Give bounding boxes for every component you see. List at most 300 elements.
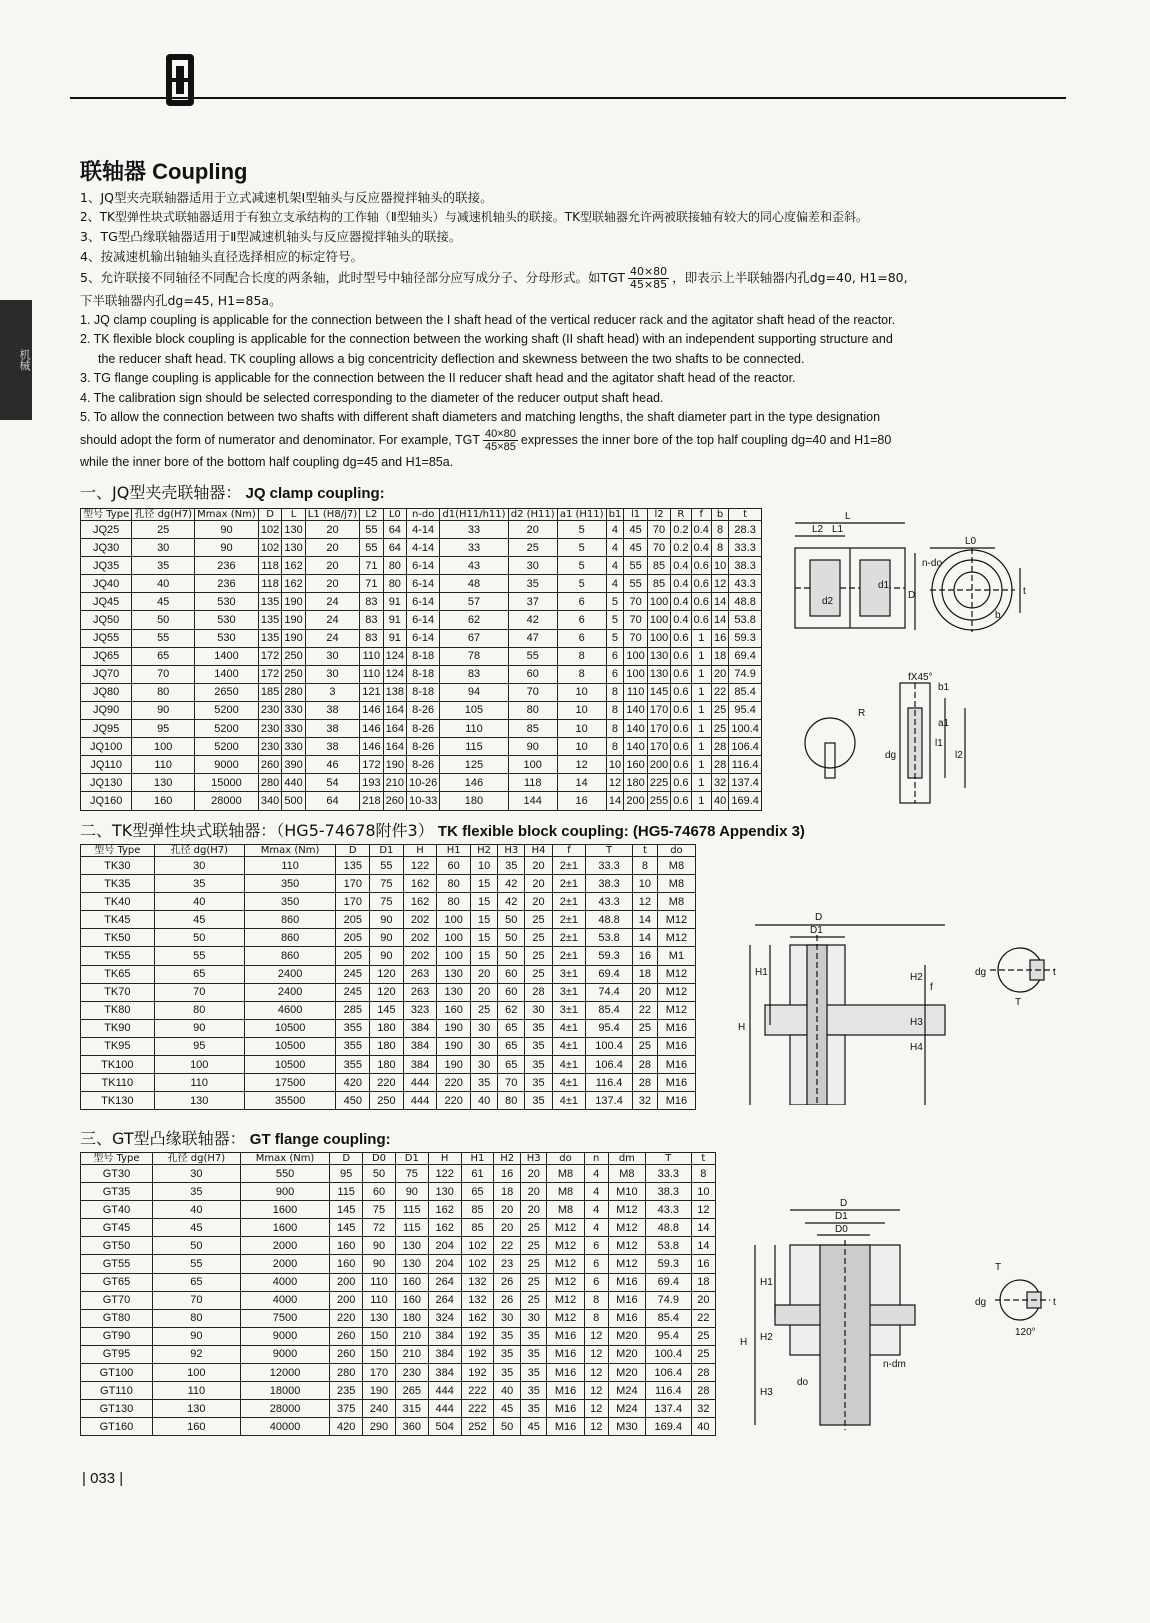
- tk-cell: 20: [471, 983, 498, 1001]
- tk-cell: 40: [154, 893, 244, 911]
- tk-cell: TK95: [81, 1037, 155, 1055]
- title-cn: 联轴器: [80, 160, 147, 185]
- jq-cell: 33: [440, 539, 508, 557]
- gt-cell: 115: [330, 1183, 363, 1201]
- jq-cell: 14: [557, 774, 606, 792]
- jq-cell: 94: [440, 683, 508, 701]
- jq-cell: 146: [440, 774, 508, 792]
- gt-cell: 190: [363, 1382, 396, 1400]
- jq-dim-b: b: [995, 610, 1001, 621]
- tk-cell: 38.3: [586, 875, 633, 893]
- book-logo-icon: [160, 50, 200, 110]
- jq-cell: 48: [440, 575, 508, 593]
- tk-table-row: [81, 875, 696, 893]
- jq-dim-d2: d2: [822, 596, 834, 607]
- gt-cell: M20: [608, 1345, 645, 1363]
- jq-dim-R: R: [858, 708, 866, 719]
- jq-cell: 190: [383, 756, 406, 774]
- gt-cell: 28: [691, 1364, 715, 1382]
- jq-cell: 118: [258, 575, 281, 593]
- note-en-2-cont: the reducer shaft head. TK coupling allows a big concentricity deflection and skewness between the two shafts to be connected.: [98, 351, 805, 366]
- gt-coupling-diagram: [735, 1195, 1075, 1435]
- jq-cell: 8-26: [407, 756, 440, 774]
- tk-cell: 17500: [244, 1074, 336, 1092]
- gt-dim-H2: H2: [760, 1332, 773, 1343]
- tk-dim-T: T: [1015, 997, 1022, 1008]
- jq-cell: 170: [647, 720, 670, 738]
- gt-cell: 90: [395, 1183, 428, 1201]
- jq-cell: 0.4: [671, 593, 691, 611]
- gt-cell: 59.3: [645, 1255, 691, 1273]
- jq-cell: 20: [305, 539, 359, 557]
- jq-spec-table: [80, 508, 762, 811]
- jq-cell: 5: [557, 557, 606, 575]
- jq-table-row: [81, 683, 762, 701]
- gt-cell: 115: [395, 1201, 428, 1219]
- gt-col-header: dm: [608, 1153, 645, 1165]
- tk-cell: 350: [244, 875, 336, 893]
- jq-dim-dg: dg: [885, 750, 897, 761]
- tk-dim-H3: H3: [910, 1017, 923, 1028]
- tk-cell: 35: [525, 1019, 552, 1037]
- tk-dim-H2: H2: [910, 972, 923, 983]
- jq-cell: 0.6: [671, 756, 691, 774]
- tk-cell: 28: [633, 1056, 658, 1074]
- tk-cell: 860: [244, 947, 336, 965]
- jq-cell: 0.6: [691, 593, 711, 611]
- jq-cell: 0.4: [671, 557, 691, 575]
- tk-dim-H1: H1: [755, 967, 768, 978]
- jq-cell: 124: [383, 665, 406, 683]
- jq-cell: 35: [132, 557, 195, 575]
- jq-cell: 0.6: [671, 683, 691, 701]
- gt-col-header: H3: [520, 1153, 547, 1165]
- jq-cell: 90: [132, 701, 195, 719]
- gt-cell: M16: [547, 1400, 584, 1418]
- gt-cell: 35: [520, 1345, 547, 1363]
- jq-cell: 40: [711, 792, 728, 810]
- tk-cell: 860: [244, 929, 336, 947]
- tk-cell: 70: [154, 983, 244, 1001]
- jq-dim-a1: a1: [938, 718, 950, 729]
- jq-cell: 28.3: [729, 521, 762, 539]
- gt-cell: 50: [494, 1418, 521, 1436]
- tk-cell: 65: [498, 1019, 525, 1037]
- jq-cell: 70: [508, 683, 557, 701]
- jq-cell: 10: [557, 738, 606, 756]
- jq-cell: 65: [132, 647, 195, 665]
- jq-cell: 62: [440, 611, 508, 629]
- side-tab-label: 机械: [18, 349, 30, 371]
- tk-cell: 444: [403, 1092, 437, 1110]
- gt-cell: 4000: [240, 1291, 329, 1309]
- tk-cell: 59.3: [586, 947, 633, 965]
- jq-cell: 22: [711, 683, 728, 701]
- gt-dim-T: T: [995, 1262, 1002, 1273]
- jq-cell: 35: [508, 575, 557, 593]
- gt-cell: 200: [330, 1291, 363, 1309]
- jq-cell: 71: [360, 575, 383, 593]
- jq-cell: 60: [508, 665, 557, 683]
- jq-cell: JQ110: [81, 756, 132, 774]
- jq-cell: 1400: [195, 665, 259, 683]
- jq-cell: 15000: [195, 774, 259, 792]
- tk-table-row: [81, 1037, 696, 1055]
- jq-cell: 90: [195, 521, 259, 539]
- tk-cell: TK100: [81, 1056, 155, 1074]
- jq-dim-L: L: [845, 511, 851, 522]
- gt-cell: 384: [428, 1364, 461, 1382]
- tk-cell: 100: [437, 911, 471, 929]
- tk-cell: 80: [437, 875, 471, 893]
- gt-cell: 22: [691, 1309, 715, 1327]
- jq-cell: 25: [711, 701, 728, 719]
- jq-cell: 30: [508, 557, 557, 575]
- gt-cell: 61: [461, 1165, 494, 1183]
- gt-table-row: [81, 1364, 716, 1382]
- gt-col-header: T: [645, 1153, 691, 1165]
- jq-cell: 45: [132, 593, 195, 611]
- jq-cell: 6: [557, 611, 606, 629]
- tk-cell: 170: [336, 875, 370, 893]
- jq-col-header: 孔径 dg(H7): [132, 509, 195, 521]
- tk-table-row: [81, 911, 696, 929]
- jq-cell: 85.4: [729, 683, 762, 701]
- gt-cell: M12: [547, 1309, 584, 1327]
- gt-cell: 12: [584, 1418, 608, 1436]
- fraction-denominator: 45×85: [629, 278, 668, 291]
- gt-cell: 290: [363, 1418, 396, 1436]
- tk-cell: 45: [154, 911, 244, 929]
- tk-cell: 110: [154, 1074, 244, 1092]
- jq-cell: 25: [508, 539, 557, 557]
- gt-cell: 28000: [240, 1400, 329, 1418]
- jq-cell: 162: [282, 575, 305, 593]
- jq-table-row: [81, 557, 762, 575]
- jq-cell: 100: [508, 756, 557, 774]
- tk-table-row: [81, 1074, 696, 1092]
- gt-table-row: [81, 1219, 716, 1237]
- gt-cell: 12: [584, 1327, 608, 1345]
- jq-cell: 55: [508, 647, 557, 665]
- gt-cell: 25: [520, 1237, 547, 1255]
- gt-cell: GT30: [81, 1165, 153, 1183]
- tk-cell: 355: [336, 1056, 370, 1074]
- tk-cell: 15: [471, 911, 498, 929]
- jq-cell: 172: [258, 647, 281, 665]
- gt-cell: 75: [395, 1165, 428, 1183]
- gt-cell: 25: [520, 1273, 547, 1291]
- tk-cell: 10500: [244, 1037, 336, 1055]
- jq-col-header: L0: [383, 509, 406, 521]
- tk-cell: M16: [657, 1092, 695, 1110]
- gt-cell: M12: [608, 1237, 645, 1255]
- tk-cell: 42: [498, 893, 525, 911]
- jq-col-header: a1 (H11): [557, 509, 606, 521]
- section-tk-cn: 二、TK型弹性块式联轴器：（HG5-74678附件3）: [80, 821, 434, 840]
- tk-cell: 2±1: [552, 929, 586, 947]
- jq-cell: 180: [624, 774, 647, 792]
- tk-cell: 100: [437, 947, 471, 965]
- jq-table-row: [81, 575, 762, 593]
- tk-cell: 33.3: [586, 857, 633, 875]
- gt-cell: 35: [520, 1400, 547, 1418]
- jq-dim-L2: L2: [812, 524, 824, 535]
- jq-cell: 20: [305, 521, 359, 539]
- tk-cell: TK45: [81, 911, 155, 929]
- jq-cell: 24: [305, 629, 359, 647]
- gt-cell: 23: [494, 1255, 521, 1273]
- jq-cell: 280: [282, 683, 305, 701]
- gt-cell: 160: [395, 1291, 428, 1309]
- tk-cell: 18: [633, 965, 658, 983]
- gt-cell: 40: [691, 1418, 715, 1436]
- tk-cell: 60: [498, 965, 525, 983]
- jq-table-row: [81, 665, 762, 683]
- tk-dim-t: t: [1053, 967, 1056, 978]
- gt-cell: 25: [520, 1291, 547, 1309]
- gt-cell: M10: [608, 1183, 645, 1201]
- tk-cell: M12: [657, 911, 695, 929]
- tk-cell: 444: [403, 1074, 437, 1092]
- gt-dim-H1: H1: [760, 1277, 773, 1288]
- jq-cell: JQ65: [81, 647, 132, 665]
- tk-cell: M12: [657, 1001, 695, 1019]
- gt-cell: 360: [395, 1418, 428, 1436]
- gt-cell: 145: [330, 1201, 363, 1219]
- tk-cell: 50: [498, 911, 525, 929]
- jq-cell: 230: [258, 738, 281, 756]
- jq-cell: 6-14: [407, 629, 440, 647]
- gt-cell: 18: [494, 1183, 521, 1201]
- gt-cell: 375: [330, 1400, 363, 1418]
- tk-cell: TK40: [81, 893, 155, 911]
- gt-col-header: H2: [494, 1153, 521, 1165]
- jq-cell: 70: [132, 665, 195, 683]
- gt-cell: M20: [608, 1364, 645, 1382]
- gt-cell: 222: [461, 1400, 494, 1418]
- jq-cell: 260: [383, 792, 406, 810]
- tk-cell: 8: [633, 857, 658, 875]
- jq-dim-l1: l1: [935, 738, 943, 749]
- tk-cell: TK130: [81, 1092, 155, 1110]
- gt-cell: 160: [152, 1418, 240, 1436]
- gt-cell: 110: [363, 1291, 396, 1309]
- gt-cell: 16: [691, 1255, 715, 1273]
- jq-cell: 130: [132, 774, 195, 792]
- tk-cell: M12: [657, 983, 695, 1001]
- jq-cell: 8: [557, 665, 606, 683]
- tk-cell: M16: [657, 1019, 695, 1037]
- jq-table-row: [81, 756, 762, 774]
- tk-cell: TK50: [81, 929, 155, 947]
- gt-cell: 25: [691, 1345, 715, 1363]
- gt-cell: 35: [152, 1183, 240, 1201]
- tk-dim-dg: dg: [975, 967, 987, 978]
- tk-cell: 30: [525, 1001, 552, 1019]
- jq-cell: 130: [647, 665, 670, 683]
- tk-cell: 4±1: [552, 1037, 586, 1055]
- jq-cell: 24: [305, 593, 359, 611]
- gt-cell: 85: [461, 1201, 494, 1219]
- gt-cell: 4: [584, 1201, 608, 1219]
- note-en-5: 5. To allow the connection between two shafts with different shaft diameters and matching lengths, the shaft diameter part in the type designation: [80, 410, 881, 424]
- tk-cell: 20: [633, 983, 658, 1001]
- tk-cell: 245: [336, 983, 370, 1001]
- gt-table-row: [81, 1183, 716, 1201]
- jq-cell: 110: [440, 720, 508, 738]
- tk-dim-D: D: [815, 912, 823, 923]
- tk-cell: 205: [336, 911, 370, 929]
- fraction-numerator: 40×80: [629, 265, 668, 278]
- gt-cell: M16: [608, 1273, 645, 1291]
- jq-cell: 16: [557, 792, 606, 810]
- jq-cell: 125: [440, 756, 508, 774]
- note-cn-1: 1、JQ型夹壳联轴器适用于立式减速机架Ⅰ型轴头与反应器搅拌轴头的联接。: [80, 190, 493, 205]
- jq-cell: 110: [624, 683, 647, 701]
- tk-cell: 202: [403, 929, 437, 947]
- gt-cell: 1600: [240, 1219, 329, 1237]
- gt-cell: M20: [608, 1327, 645, 1345]
- jq-table-row: [81, 738, 762, 756]
- jq-cell: 250: [282, 665, 305, 683]
- tk-cell: 70: [498, 1074, 525, 1092]
- tk-cell: 350: [244, 893, 336, 911]
- jq-cell: 10: [557, 701, 606, 719]
- gt-cell: 20: [494, 1201, 521, 1219]
- gt-cell: 16: [494, 1165, 521, 1183]
- header-rule: [70, 97, 1066, 99]
- jq-cell: 5: [606, 629, 624, 647]
- jq-cell: 500: [282, 792, 305, 810]
- gt-cell: 65: [461, 1183, 494, 1201]
- section-title-gt: [80, 1126, 391, 1149]
- jq-cell: 10: [606, 756, 624, 774]
- jq-cell: 20: [711, 665, 728, 683]
- tk-col-header: do: [657, 845, 695, 857]
- jq-cell: 83: [360, 629, 383, 647]
- jq-cell: 83: [360, 611, 383, 629]
- gt-cell: 53.8: [645, 1237, 691, 1255]
- gt-cell: 50: [363, 1165, 396, 1183]
- gt-cell: 210: [395, 1345, 428, 1363]
- tk-cell: 190: [437, 1056, 471, 1074]
- tk-cell: 65: [498, 1037, 525, 1055]
- jq-cell: 40: [132, 575, 195, 593]
- jq-cell: 2650: [195, 683, 259, 701]
- tk-col-header: 孔径 dg(H7): [154, 845, 244, 857]
- jq-dim-t: t: [1023, 586, 1026, 597]
- gt-cell: M16: [547, 1382, 584, 1400]
- jq-cell: JQ95: [81, 720, 132, 738]
- gt-cell: M24: [608, 1382, 645, 1400]
- jq-cell: 0.6: [671, 774, 691, 792]
- jq-cell: 95.4: [729, 701, 762, 719]
- gt-cell: 900: [240, 1183, 329, 1201]
- tk-cell: 30: [471, 1056, 498, 1074]
- gt-cell: 12: [584, 1382, 608, 1400]
- jq-cell: 0.2: [671, 521, 691, 539]
- jq-col-header: L: [282, 509, 305, 521]
- gt-cell: 14: [691, 1237, 715, 1255]
- gt-cell: M16: [608, 1291, 645, 1309]
- jq-cell: 25: [132, 521, 195, 539]
- gt-col-header: t: [691, 1153, 715, 1165]
- gt-table-row: [81, 1201, 716, 1219]
- gt-cell: 204: [428, 1237, 461, 1255]
- note-cn-2: 2、TK型弹性块式联轴器适用于有独立支承结构的工作轴（Ⅱ型轴头）与减速机轴头的联接。TK型联轴器允许两被联接轴有较大的同心度偏差和歪斜。: [80, 209, 868, 224]
- tk-cell: 16: [633, 947, 658, 965]
- jq-cell: 37: [508, 593, 557, 611]
- gt-cell: 28: [691, 1382, 715, 1400]
- tk-cell: 20: [525, 857, 552, 875]
- gt-cell: GT95: [81, 1345, 153, 1363]
- tk-cell: 62: [498, 1001, 525, 1019]
- tk-col-header: t: [633, 845, 658, 857]
- gt-cell: GT90: [81, 1327, 153, 1345]
- jq-cell: 330: [282, 701, 305, 719]
- jq-cell: 59.3: [729, 629, 762, 647]
- tk-cell: M12: [657, 929, 695, 947]
- jq-cell: 20: [508, 521, 557, 539]
- tk-cell: 90: [154, 1019, 244, 1037]
- gt-cell: 230: [395, 1364, 428, 1382]
- jq-cell: 70: [624, 593, 647, 611]
- jq-table-row: [81, 629, 762, 647]
- tk-cell: 450: [336, 1092, 370, 1110]
- jq-cell: 135: [258, 629, 281, 647]
- tk-spec-table: [80, 844, 696, 1110]
- tk-col-header: H1: [437, 845, 471, 857]
- jq-cell: 55: [360, 521, 383, 539]
- jq-table-row: [81, 792, 762, 810]
- tk-cell: 162: [403, 893, 437, 911]
- tk-cell: 130: [154, 1092, 244, 1110]
- jq-cell: 250: [282, 647, 305, 665]
- note-cn-5-before: 5、允许联接不同轴径不同配合长度的两条轴，此时型号中轴径部分应写成分子、分母形式。如TGT: [80, 270, 625, 285]
- jq-cell: 0.6: [671, 792, 691, 810]
- jq-cell: 91: [383, 629, 406, 647]
- jq-cell: 71: [360, 557, 383, 575]
- jq-cell: 135: [258, 593, 281, 611]
- jq-cell: 28: [711, 738, 728, 756]
- jq-cell: 16: [711, 629, 728, 647]
- gt-cell: 160: [330, 1255, 363, 1273]
- gt-cell: 130: [395, 1237, 428, 1255]
- gt-cell: M24: [608, 1400, 645, 1418]
- jq-dim-L0: L0: [965, 536, 977, 547]
- tk-cell: 3±1: [552, 965, 586, 983]
- tk-cell: 2±1: [552, 857, 586, 875]
- section-gt-en: GT flange coupling:: [249, 1131, 391, 1148]
- tk-cell: 90: [370, 929, 404, 947]
- gt-cell: 45: [494, 1400, 521, 1418]
- jq-cell: 28: [711, 756, 728, 774]
- tk-cell: 80: [437, 893, 471, 911]
- gt-cell: 32: [691, 1400, 715, 1418]
- tk-cell: 28: [525, 983, 552, 1001]
- gt-cell: 26: [494, 1273, 521, 1291]
- gt-cell: 90: [363, 1255, 396, 1273]
- gt-table-row: [81, 1418, 716, 1436]
- section-tk-en: TK flexible block coupling: (HG5-74678 Appendix 3): [437, 823, 805, 840]
- gt-cell: 1600: [240, 1201, 329, 1219]
- tk-cell: 4±1: [552, 1056, 586, 1074]
- tk-cell: 35: [525, 1074, 552, 1092]
- tk-col-header: H4: [525, 845, 552, 857]
- jq-cell: 0.6: [671, 665, 691, 683]
- jq-cell: 160: [624, 756, 647, 774]
